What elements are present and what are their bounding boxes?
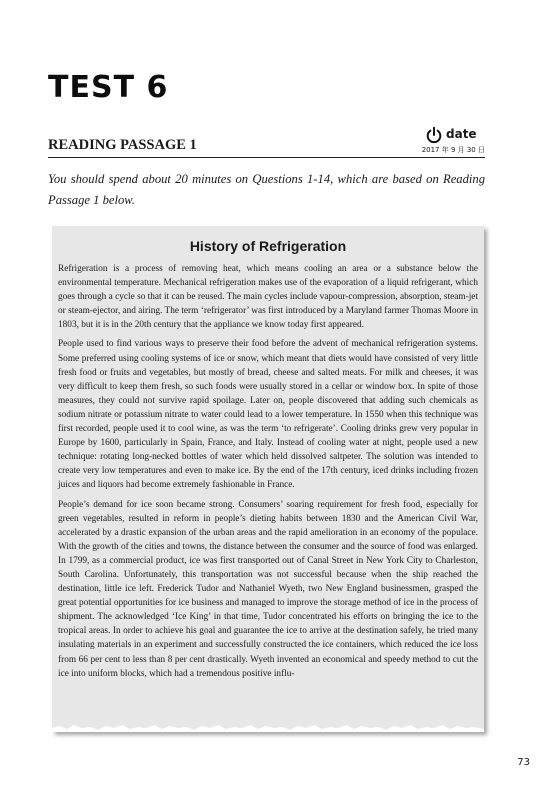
torn-paper-edge (52, 722, 484, 732)
instructions: You should spend about 20 minutes on Questions 1-14, which are based on Reading Passage 1 below. (48, 172, 485, 207)
date-value: 2017 年 9 月 30 日 (421, 146, 485, 154)
passage-header (48, 125, 485, 157)
header-rule (48, 157, 485, 158)
power-icon (425, 126, 443, 144)
passage-title: History of Refrigeration (189, 238, 347, 254)
passage-heading: READING PASSAGE 1 (48, 137, 197, 153)
page-number: 73 (517, 757, 530, 768)
passage-paragraph-1: Refrigeration is a process of removing heat, which means cooling an area or a substance below the environmental temperature. Mechanical refrigeration makes use of the evaporation of a liquid refrigerant, which goes through a cycle so that it can be reused. The main cycles include vapour-compression, absorption, steam-jet or steam-ejector, and airing. The term ‘refrigerator’ was first introduced by a Maryland farmer Thomas Moore in 1803, but it is in the 20th century that the appliance we know today first appeared. (58, 264, 478, 331)
passage-body (52, 262, 484, 681)
passage-paragraph-3: People’s demand for ice soon became strong. Consumers’ soaring requirement for fresh food, especially for green vegetables, resulted in reform in people’s dieting habits between 1830 and the American Civil War, accelerated by a drastic expansion of the urban areas and the rapid amelioration in an economy of the populace. With the growth of the cities and towns, the distance between the consumer and the source of food was enlarged. In 1799, as a commercial product, ice was first transported out of Canal Street in New York City to Charleston, South Carolina. Unfortunately, this transportation was not successful because when the ship reached the destination, little ice left. Frederick Tudor and Nathaniel Wyeth, two New England businessmen, grasped the great potential opportunities for ice business and managed to improve the storage method of ice in the process of shipment. The acknowledged ‘Ice King’ in that time, Tudor concentrated his efforts on bringing the ice to the tropical areas. In order to achieve his goal and guarantee the ice to arrive at the destination safely, he tried many insulating materials in an experiment and successfully constructed the ice containers, which reduced the ice loss from 66 per cent to less than 8 per cent drastically. Wyeth invented an economical and speedy method to cut the ice into uniform blocks, which had a tremendous positive influ- (58, 499, 478, 679)
test-title: TEST 6 (48, 70, 169, 105)
passage-card (52, 226, 484, 732)
passage-paragraph-2: People used to find various ways to preserve their food before the advent of mechanical refrigeration systems. Some preferred using cooling systems of ice or snow, which meant that diets would have consisted of very little fresh food or fruits and vegetables, but mostly of bread, cheese and salted meats. For milk and cheeses, it was very difficult to keep them fresh, so such foods were usually stored in a cellar or window box. In spite of those measures, they could not survive rapid spoilage. Later on, people discovered that adding such chemicals as sodium nitrate or potassium nitrate to water could lead to a lower temperature. In 1550 when this technique was first recorded, people used it to cool wine, as was the term ‘to refrigerate’. Cooling drinks grew very popular in Europe by 1600, particularly in Spain, France, and Italy. Instead of cooling water at night, people used a new technique: rotating long-necked bottles of water which held dissolved saltpeter. The solution was intended to create very low temperatures and even to make ice. By the end of the 17th century, iced drinks including frozen juices and liquors had become extremely fashionable in France. (58, 339, 478, 491)
date-stamp (421, 125, 485, 155)
date-label: date (446, 127, 477, 141)
